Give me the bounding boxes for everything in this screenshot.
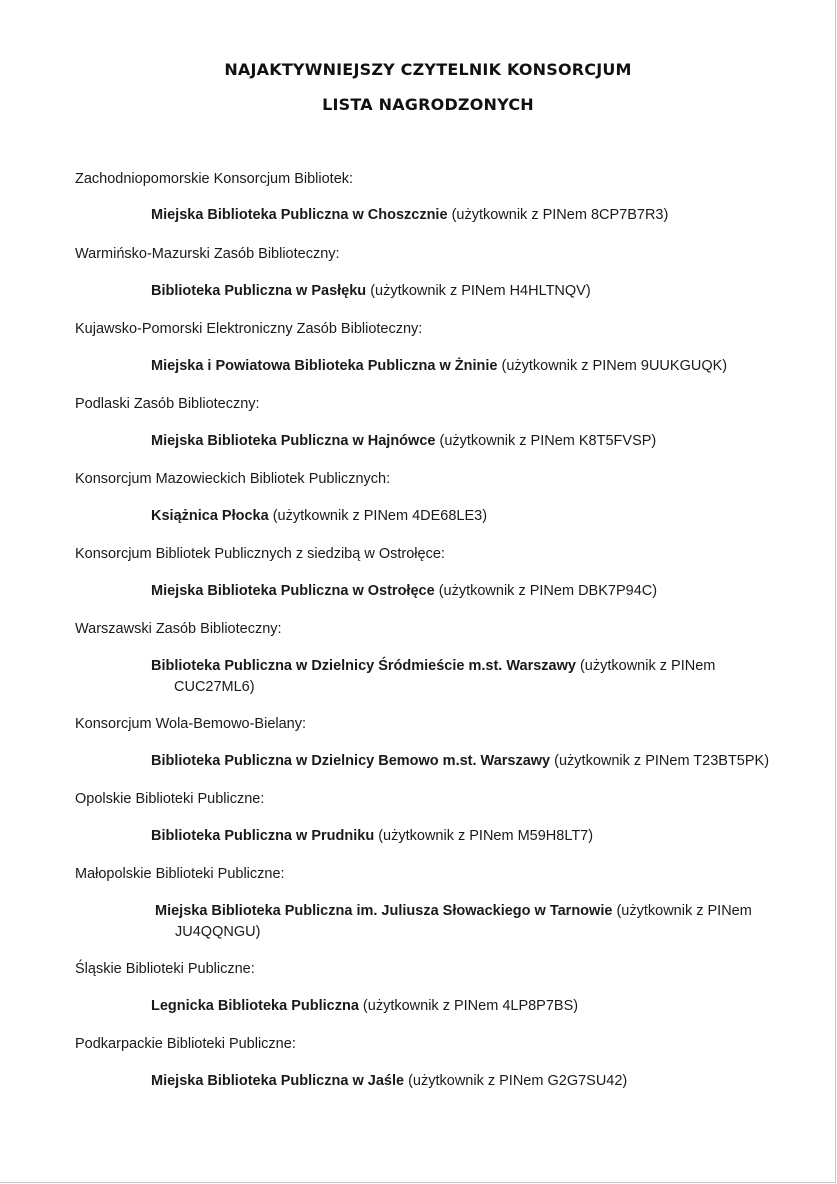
- library-name: Miejska Biblioteka Publiczna im. Juliusza Słowackiego w Tarnowie: [155, 903, 613, 919]
- consortium-label: Kujawsko-Pomorski Elektroniczny Zasób Biblioteczny:: [75, 321, 423, 337]
- consortium-label: Konsorcjum Wola-Bemowo-Bielany:: [75, 716, 307, 732]
- user-pin-note: (użytkownik z PINem 9UUKGUQK): [501, 358, 728, 374]
- user-pin-code: JU4QQNGU): [175, 924, 261, 940]
- user-pin-note: (użytkownik z PINem T23BT5PK): [554, 753, 770, 769]
- winner-entry: [151, 581, 791, 602]
- winner-entry: [151, 431, 791, 452]
- user-pin-note: (użytkownik z PINem 4DE68LE3): [272, 508, 488, 524]
- user-pin-note: (użytkownik z PINem 8CP7B7R3): [451, 207, 669, 223]
- winner-entry: [151, 281, 791, 302]
- library-name: Miejska Biblioteka Publiczna w Hajnówce: [151, 433, 436, 449]
- consortium-label: Podlaski Zasób Biblioteczny:: [75, 396, 260, 412]
- user-pin-note: (użytkownik z PINem H4HLTNQV): [370, 283, 591, 299]
- consortium-label: Konsorcjum Mazowieckich Bibliotek Publicznych:: [75, 471, 391, 487]
- user-pin-note: (użytkownik z PINem G2G7SU42): [408, 1073, 628, 1089]
- library-name: Książnica Płocka: [151, 508, 269, 524]
- consortium-label: Zachodniopomorskie Konsorcjum Bibliotek:: [75, 171, 354, 187]
- user-pin-note: (użytkownik z PINem: [579, 658, 716, 674]
- library-name: Biblioteka Publiczna w Prudniku: [151, 828, 375, 844]
- library-name: Miejska Biblioteka Publiczna w Ostrołęce: [151, 583, 435, 599]
- winner-entry: [151, 751, 791, 772]
- user-pin-code: CUC27ML6): [174, 679, 255, 695]
- user-pin-note: (użytkownik z PINem DBK7P94C): [438, 583, 658, 599]
- winner-entry: [151, 826, 791, 847]
- consortium-label: Podkarpackie Biblioteki Publiczne:: [75, 1036, 296, 1052]
- library-name: Miejska Biblioteka Publiczna w Jaśle: [151, 1073, 405, 1089]
- library-name: Biblioteka Publiczna w Pasłęku: [151, 283, 367, 299]
- user-pin-note: (użytkownik z PINem M59H8LT7): [378, 828, 594, 844]
- consortium-label: Opolskie Biblioteki Publiczne:: [75, 791, 265, 807]
- consortium-label: Warmińsko-Mazurski Zasób Biblioteczny:: [75, 246, 340, 262]
- winner-entry: [151, 205, 791, 226]
- winner-entry: [151, 656, 791, 698]
- library-name: Biblioteka Publiczna w Dzielnicy Bemowo m.st. Warszawy: [151, 753, 551, 769]
- user-pin-note: (użytkownik z PINem: [616, 903, 752, 919]
- winner-entry: [151, 996, 791, 1017]
- library-name: Biblioteka Publiczna w Dzielnicy Śródmieście m.st. Warszawy: [151, 658, 576, 674]
- winner-entry: [151, 506, 791, 527]
- library-name: Miejska Biblioteka Publiczna w Choszcznie: [151, 207, 448, 223]
- winner-entry: [151, 356, 791, 377]
- document-title: NAJAKTYWNIEJSZY CZYTELNIK KONSORCJUM: [224, 60, 632, 79]
- library-name: Miejska i Powiatowa Biblioteka Publiczna w Żninie: [151, 358, 498, 374]
- document-subtitle: LISTA NAGRODZONYCH: [322, 95, 534, 114]
- consortium-label: Warszawski Zasób Biblioteczny:: [75, 621, 282, 637]
- winner-entry: [151, 1071, 791, 1092]
- consortium-label: Śląskie Biblioteki Publiczne:: [75, 961, 255, 977]
- winner-entry: [155, 901, 795, 943]
- user-pin-note: (użytkownik z PINem K8T5FVSP): [439, 433, 657, 449]
- user-pin-note: (użytkownik z PINem 4LP8P7BS): [362, 998, 579, 1014]
- consortium-label: Małopolskie Biblioteki Publiczne:: [75, 866, 285, 882]
- library-name: Legnicka Biblioteka Publiczna: [151, 998, 359, 1014]
- consortium-label: Konsorcjum Bibliotek Publicznych z siedzibą w Ostrołęce:: [75, 546, 445, 562]
